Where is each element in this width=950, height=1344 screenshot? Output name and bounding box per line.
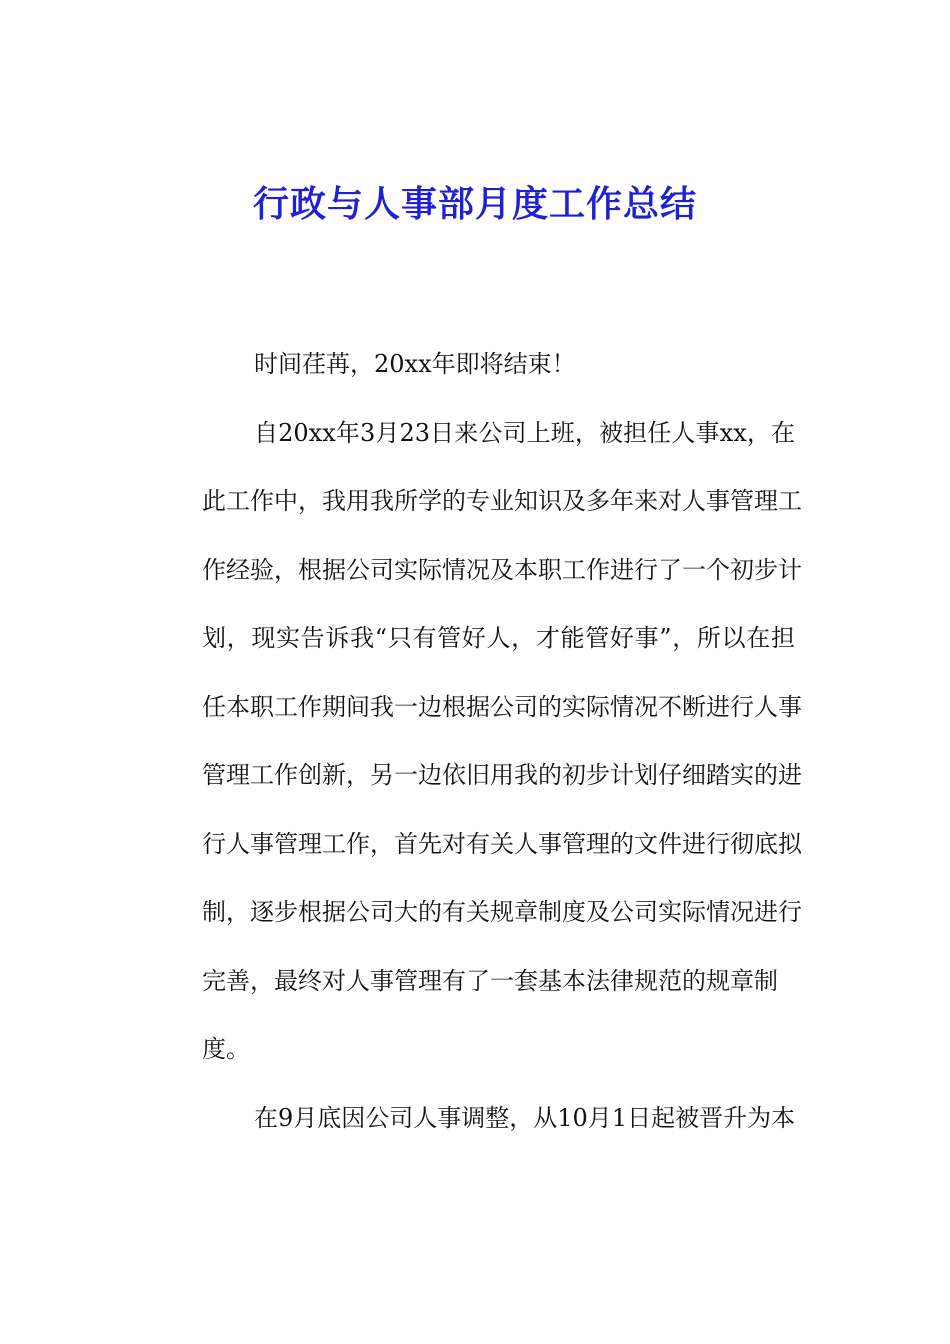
paragraph-1: [150, 330, 795, 399]
paragraph-line: 管理工作创新，另一边依旧用我的初步计划仔细踏实的进: [202, 761, 802, 789]
paragraph-line: 在9月底因公司人事调整，从10月1日起被晋升为本: [254, 1103, 796, 1132]
document-body: [150, 330, 802, 1152]
paragraph-line: 制，逐步根据公司大的有关规章制度及公司实际情况进行: [202, 898, 802, 926]
paragraph-line: 行人事管理工作，首先对有关人事管理的文件进行彻底拟: [202, 829, 802, 858]
paragraph-line: 划，现实告诉我“只有管好人，才能管好事”，所以在担: [202, 624, 795, 652]
paragraph-2: [150, 399, 802, 1084]
document-title: 行政与人事部月度工作总结: [252, 183, 697, 225]
paragraph-line: 自20xx年3月23日来公司上班，被担任人事xx，在: [254, 418, 795, 447]
paragraph-line: 作经验，根据公司实际情况及本职工作进行了一个初步计: [202, 555, 802, 584]
paragraph-line: 度。: [202, 1035, 250, 1063]
paragraph-line: 此工作中，我用我所学的专业知识及多年来对人事管理工: [202, 487, 802, 515]
paragraph-line: 完善，最终对人事管理有了一套基本法律规范的规章制: [202, 966, 778, 995]
paragraph-3: [150, 1084, 795, 1153]
paragraph-line: 时间荏苒，20xx年即将结束！: [254, 350, 576, 378]
paragraph-line: 任本职工作期间我一边根据公司的实际情况不断进行人事: [202, 692, 802, 721]
